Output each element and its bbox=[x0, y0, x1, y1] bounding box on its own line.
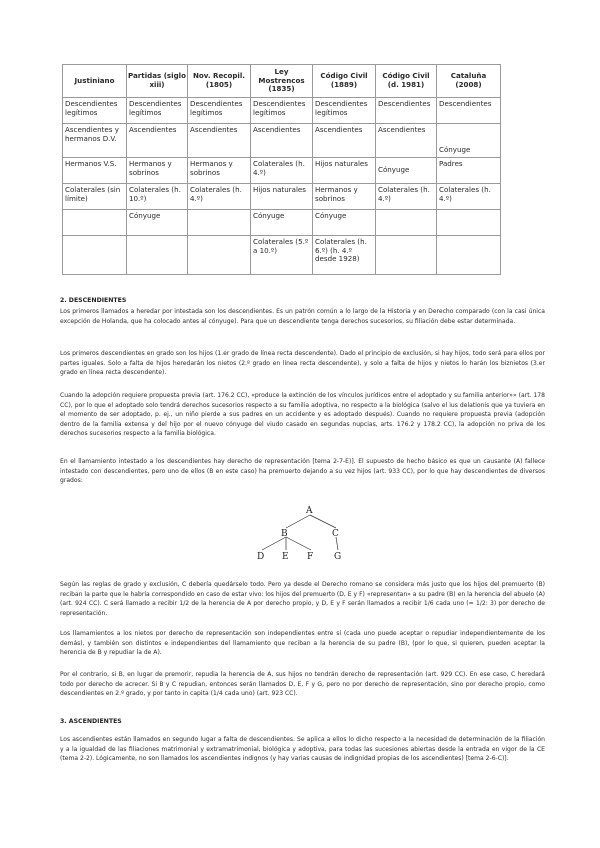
table-cell bbox=[127, 236, 188, 275]
tree-node-f: F bbox=[307, 552, 314, 562]
table-cell: Hermanos y sobrinos bbox=[313, 184, 376, 210]
table-cell: Colaterales (sin límite) bbox=[63, 184, 127, 210]
table-cell: Colaterales (h. 4.º) bbox=[376, 184, 437, 210]
table-cell bbox=[63, 236, 127, 275]
header-nov-recopil: Nov. Recopil. (1805) bbox=[188, 65, 251, 98]
section-heading-ascendientes: 3. ASCENDIENTES bbox=[60, 718, 122, 725]
table-cell: Hijos naturales bbox=[313, 158, 376, 184]
table-cell: Descendientes legítimos bbox=[313, 98, 376, 124]
tree-node-g: G bbox=[334, 552, 342, 562]
table-cell: Ascendientes y hermanos D.V. bbox=[63, 124, 127, 158]
table-cell: Colaterales (h. 4.º) bbox=[251, 158, 313, 184]
header-justiniano: Justiniano bbox=[63, 65, 127, 98]
header-cataluna: Cataluña (2008) bbox=[437, 65, 501, 98]
table-cell bbox=[437, 236, 501, 275]
table-header-row bbox=[63, 65, 501, 98]
paragraph: Los primeros descendientes en grado son los hijos (1.er grado de línea recta descendente). Dado el principio de exclusión, si hay hijos, todo será para ellos por partes iguales. Solo a falta de hijos heredarán los nietos (2.º grado en línea recta descendente), y solo a falta de hijos y nietos lo harán los biznietos (3.er grado en línea recta descendente). bbox=[60, 350, 545, 377]
table-cell: Hermanos y sobrinos bbox=[127, 158, 188, 184]
table-cell: Descendientes legítimos bbox=[188, 98, 251, 124]
table-row bbox=[63, 158, 501, 184]
table-cell: Descendientes legítimos bbox=[127, 98, 188, 124]
table-cell bbox=[376, 210, 437, 236]
table-row bbox=[63, 184, 501, 210]
table-cell: Descendientes bbox=[437, 98, 501, 124]
table-row bbox=[63, 124, 501, 158]
table-cell: Cónyuge bbox=[313, 210, 376, 236]
table-cell: Cónyuge bbox=[251, 210, 313, 236]
header-ley-mostrencos: Ley Mostrencos (1835) bbox=[251, 65, 313, 98]
paragraph: Cuando la adopción requiere propuesta previa (art. 176.2 CC), «produce la extinción de los vínculos jurídicos entre el adoptado y su familia anterior»» (art. 178 CC), por lo que el adoptado solo tendrá derechos sucesorios respecto a su familia adoptiva, no respecto a la biológica (salvo el ius delationis que ya tuviera en el momento de ser adoptado, p. ej., un niño pierde a sus padres en un accidente y es adoptado después). Cuando no requiere propuesta previa (adopción dentro de la familia extensa y del hijo por el nuevo cónyuge del viudo casado en segundas nupcias, arts. 176.2 y 178.2 CC), la adopción no priva de los derechos sucesorios respecto a la familia biológica. bbox=[60, 392, 545, 438]
paragraph: Según las reglas de grado y exclusión, C debería quedárselo todo. Pero ya desde el Derecho romano se considera más justo que los hijos del premuerto (B) reciban la parte que le habría correspondido en caso de estar vivo: los hijos del premuerto (D, E y F) «representan» a su padre (B) en la herencia del abuelo (A) (art. 924 CC). C será llamado a recibir 1/2 de la herencia de A por derecho propio, y D, E y F serán llamados a recibir 1/6 cada uno (= 1/2: 3) por derecho de representación. bbox=[60, 581, 545, 617]
tree-node-c: C bbox=[332, 529, 339, 539]
table-cell: Ascendientes bbox=[127, 124, 188, 158]
tree-node-b: B bbox=[281, 529, 288, 539]
table-cell bbox=[188, 236, 251, 275]
table-cell bbox=[437, 210, 501, 236]
table-cell: Hermanos y sobrinos bbox=[188, 158, 251, 184]
table-cell: Colaterales (h. 6.º) (h. 4.º desde 1928) bbox=[313, 236, 376, 275]
table-cell: Colaterales (h. 10.º) bbox=[127, 184, 188, 210]
paragraph: Los llamamientos a los nietos por derecho de representación son independientes entre sí (cada uno puede aceptar o repudiar independientemente de los demás), y también son distintos e independientes del llamamiento que reciban a la herencia de su padre (B), (por lo que, si quieren, pueden aceptar la herencia de B y repudiar la de A). bbox=[60, 630, 545, 657]
paragraph: Los ascendientes están llamados en segundo lugar a falta de descendientes. Se aplica a ellos lo dicho respecto a la necesidad de determinación de la filiación y a la igualdad de las filiaciones matrimonial y extramatrimonial, biológica y adoptiva, para todas las sucesiones abiertas desde la entrada en vigor de la CE (tema 2-2). Lógicamente, no son llamados los ascendientes indignos (y hay varias causas de indignidad propias de los ascendientes) [tema 2-6-C)]. bbox=[60, 736, 545, 763]
paragraph: En el llamamiento intestado a los descendientes hay derecho de representación [tema 2-7-E)]. El supuesto de hecho básico es que un causante (A) fallece intestado con descendientes, pero uno de ellos (B en este caso) ha premuerto dejando a su vez hijos (art. 933 CC), por lo que hay descendientes de diversos grados: bbox=[60, 458, 545, 485]
table-cell: Colaterales (h. 4.º) bbox=[188, 184, 251, 210]
succession-history-table bbox=[62, 64, 501, 275]
tree-node-e: E bbox=[282, 552, 289, 562]
table-row bbox=[63, 98, 501, 124]
tree-edges bbox=[262, 515, 338, 550]
family-tree-diagram bbox=[250, 503, 370, 565]
table-row bbox=[63, 236, 501, 275]
table-cell: Padres bbox=[437, 158, 501, 184]
table-cell: Ascendientes bbox=[313, 124, 376, 158]
table-cell bbox=[63, 210, 127, 236]
table-cell: Descendientes legítimos bbox=[251, 98, 313, 124]
table-cell: Ascendientes bbox=[376, 124, 437, 158]
table-cell: Ascendientes bbox=[188, 124, 251, 158]
tree-node-d: D bbox=[257, 552, 265, 562]
table-cell: Hermanos V.S. bbox=[63, 158, 127, 184]
header-codigo-civil-1981: Código Civil (d. 1981) bbox=[376, 65, 437, 98]
paragraph: Los primeros llamados a heredar por intestada son los descendientes. Es un patrón común a lo largo de la Historia y en Derecho comparado (con la casi única excepción de Holanda, que ha colocado antes al cónyuge). Para que un descendiente tenga derechos sucesorios, su filiación debe estar determinada. bbox=[60, 308, 545, 325]
table-cell: Cónyuge bbox=[127, 210, 188, 236]
header-codigo-civil-1889: Código Civil (1889) bbox=[313, 65, 376, 98]
table-cell: Descendientes bbox=[376, 98, 437, 124]
section-heading-descendientes: 2. DESCENDIENTES bbox=[60, 297, 127, 304]
table-cell: Cónyuge bbox=[437, 124, 501, 158]
paragraph: Por el contrario, si B, en lugar de premorir, repudia la herencia de A, sus hijos no tendrán derecho de representación (art. 929 CC). En ese caso, C heredará todo por derecho de acrecer. Si B y C repudian, entonces serán llamados D, E, F y G, pero no por derecho de representación, sino por derecho propio, como descendientes en 2.º grado, y por tanto in capita (1/4 cada uno) (art. 923 CC). bbox=[60, 671, 545, 698]
table-cell: Colaterales (h. 4.º) bbox=[437, 184, 501, 210]
table-cell: Colaterales (5.º a 10.º) bbox=[251, 236, 313, 275]
tree-node-a: A bbox=[306, 506, 313, 516]
table-row bbox=[63, 210, 501, 236]
table-cell: Cónyuge bbox=[376, 158, 437, 184]
table-cell bbox=[188, 210, 251, 236]
header-partidas: Partidas (siglo xiii) bbox=[127, 65, 188, 98]
table-cell: Descendientes legítimos bbox=[63, 98, 127, 124]
table-cell: Ascendientes bbox=[251, 124, 313, 158]
table-cell: Hijos naturales bbox=[251, 184, 313, 210]
table-cell bbox=[376, 236, 437, 275]
